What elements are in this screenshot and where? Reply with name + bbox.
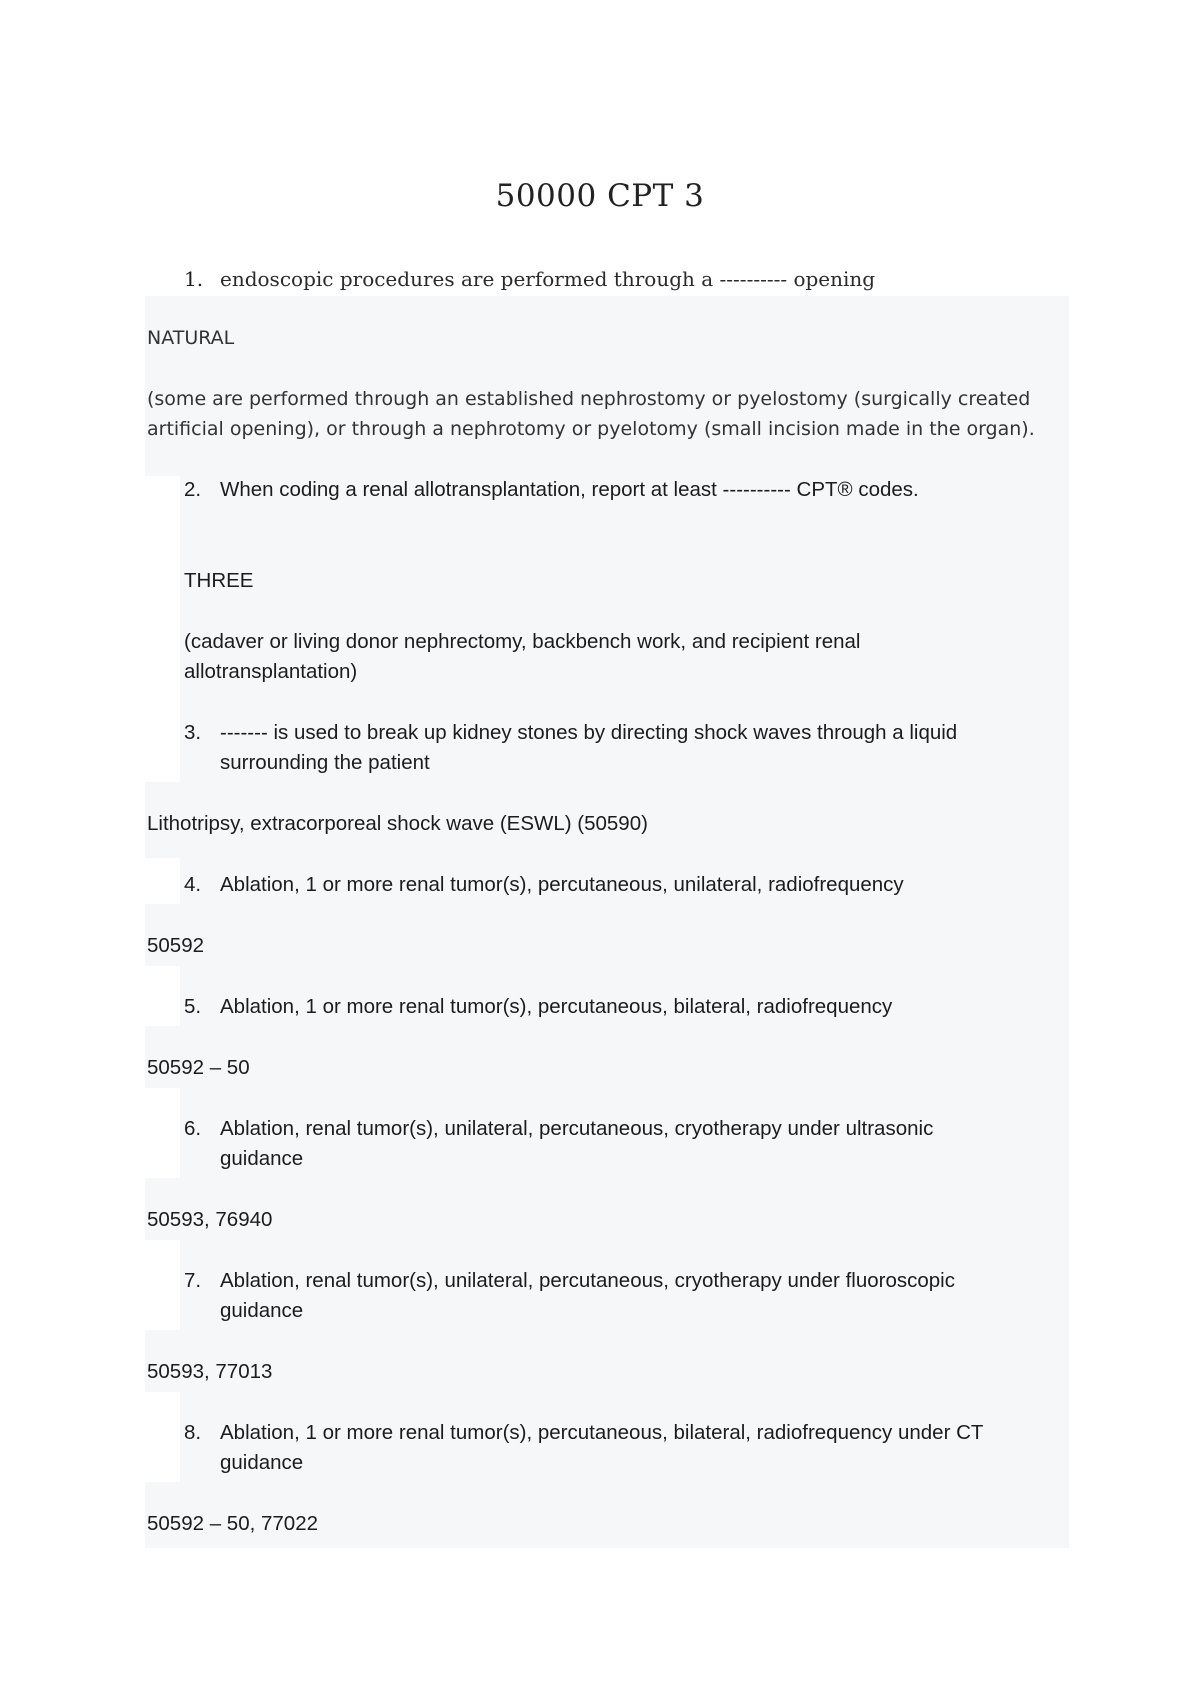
- question-text: endoscopic procedures are performed through a ---------- opening: [220, 267, 876, 291]
- question-text: Ablation, renal tumor(s), unilateral, percutaneous, cryotherapy under ultrasonic: [220, 1117, 934, 1140]
- item-number: 4.: [184, 873, 202, 896]
- note-text: (some are performed through an established nephrostomy or pyelostomy (surgically created: [147, 388, 1031, 410]
- answer-text: 50592 – 50, 77022: [147, 1512, 318, 1535]
- shaded-block: [145, 1330, 1069, 1392]
- question-text: Ablation, 1 or more renal tumor(s), percutaneous, bilateral, radiofrequency: [220, 995, 893, 1018]
- item-number: 2.: [184, 478, 202, 501]
- question-text: Ablation, renal tumor(s), unilateral, percutaneous, cryotherapy under fluoroscopic: [220, 1269, 955, 1292]
- item-number: 3.: [184, 721, 202, 744]
- answer-text: 50593, 76940: [147, 1208, 273, 1231]
- answer-text: Lithotripsy, extracorporeal shock wave (ESWL) (50590): [147, 812, 648, 835]
- question-text: guidance: [220, 1299, 304, 1322]
- question-text: surrounding the patient: [220, 751, 430, 774]
- question-text: ------- is used to break up kidney stones by directing shock waves through a liquid: [220, 721, 958, 744]
- shaded-block: [145, 904, 1069, 966]
- note-text: (cadaver or living donor nephrectomy, backbench work, and recipient renal: [184, 630, 861, 653]
- question-text: When coding a renal allotransplantation, report at least ---------- CPT® codes.: [220, 478, 919, 501]
- question-text: guidance: [220, 1147, 304, 1170]
- question-text: Ablation, 1 or more renal tumor(s), percutaneous, bilateral, radiofrequency under CT: [220, 1421, 984, 1444]
- note-text: allotransplantation): [184, 660, 358, 683]
- answer-text: NATURAL: [147, 327, 235, 349]
- item-number: 7.: [184, 1269, 202, 1292]
- item-number: 1.: [184, 267, 204, 291]
- shaded-block: [145, 1026, 1069, 1088]
- item-number: 6.: [184, 1117, 202, 1140]
- answer-text: 50592 – 50: [147, 1056, 250, 1079]
- item-number: 8.: [184, 1421, 202, 1444]
- answer-text: 50592: [147, 934, 205, 957]
- shaded-block: [145, 1178, 1069, 1240]
- question-text: guidance: [220, 1451, 304, 1474]
- item-number: 5.: [184, 995, 202, 1018]
- page-title: 50000 CPT 3: [495, 178, 705, 214]
- question-text: Ablation, 1 or more renal tumor(s), percutaneous, unilateral, radiofrequency: [220, 873, 904, 896]
- note-text: artificial opening), or through a nephrotomy or pyelotomy (small incision made in the organ).: [147, 418, 1035, 440]
- answer-text: THREE: [184, 569, 254, 592]
- answer-text: 50593, 77013: [147, 1360, 273, 1383]
